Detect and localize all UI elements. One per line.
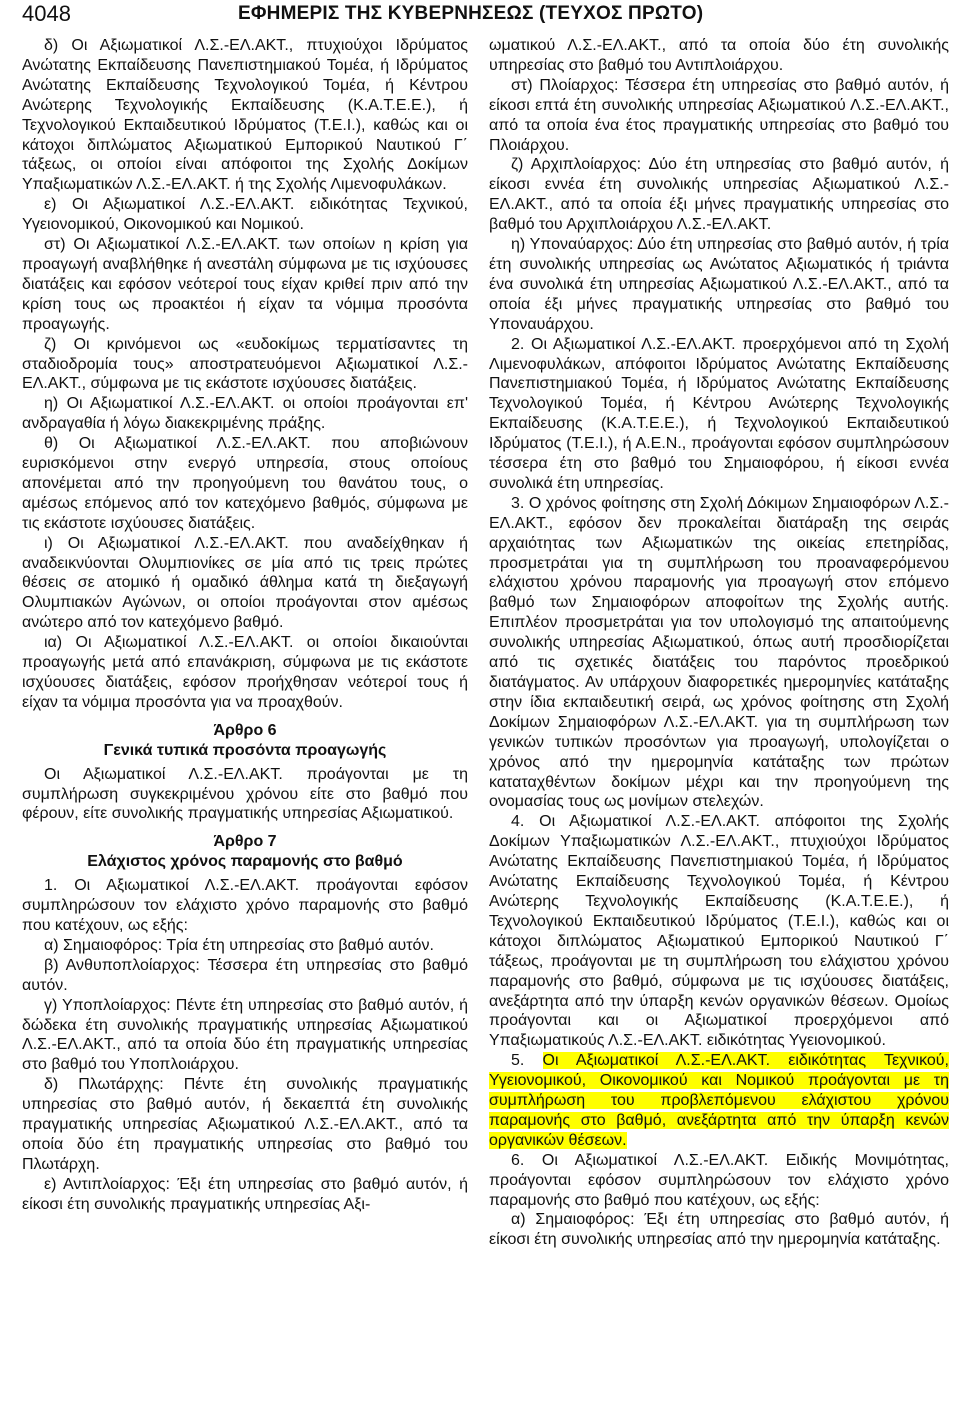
- right-column: [489, 36, 949, 1250]
- paragraph-st: στ) Οι Αξιωματικοί Λ.Σ.-ΕΛ.ΑΚΤ. των οποίων η κρίση για προαγωγή αναβλήθηκε ή ανεστάλη σύμφωνα με τις ισχύουσες διατάξεις και εφόσον νεότεροί τους είχαν κριθεί πριν από την κρίση τους ως προακτέοι ή είχαν τα νόμιμα προσόντα προαγωγής.: [22, 236, 468, 333]
- paragraph-d: δ) Οι Αξιωματικοί Λ.Σ.-ΕΛ.ΑΚΤ., πτυχιούχοι Ιδρύματος Ανώτατης Εκπαίδευσης Πανεπιστημιακού Τομέα, ή Ιδρύματος Ανώτατης Εκπαίδευσης Τεχνολογικού Τομέα, ή Κέντρου Ανώτερης Τεχνολογικής Εκπαίδευσης (Κ.Α.Τ.Ε.Ε.), ή Τεχνολογικού Εκπαιδευτικού Ιδρύματος (Τ.Ε.Ι.), καθώς και οι κάτοχοι διπλώματος Αξιωματικού Εμπορικού Ναυτικού Γ΄ τάξεως, οι οποίοι είναι απόφοιτοι της Σχολής Δοκίμων Υπαξιωματικών Λ.Σ.-ΕΛ.ΑΚΤ. ή της Σχολής Λιμενοφυλάκων.: [22, 37, 468, 194]
- article-7-item-c: γ) Υποπλοίαρχος: Πέντε έτη υπηρεσίας στο βαθμό αυτόν, ή δώδεκα έτη συνολικής πραγματικής υπηρεσίας Αξιωματικού Λ.Σ.-ΕΛ.ΑΚΤ., από τα οποία δύο έτη πραγματικής υπηρεσίας στο βαθμό του Υποπλοιάρχου.: [22, 996, 468, 1074]
- article-7-item-d: δ) Πλωτάρχης: Πέντε έτη συνολικής πραγματικής υπηρεσίας στο βαθμό αυτόν, ή δεκαεπτά έτη συνολικής πραγματικής υπηρεσίας Αξιωματικού Λ.Σ.-ΕΛ.ΑΚΤ., από τα οποία δύο έτη πραγματικής υπηρεσίας στο βαθμό του Πλωτάρχη.: [22, 1076, 468, 1173]
- paragraph-ia: ια) Οι Αξιωματικοί Λ.Σ.-ΕΛ.ΑΚΤ. οι οποίοι δικαιούνται προαγωγής μετά από επανάκριση, σύμφωνα με τις εκάστοτε ισχύουσες διατάξεις, εφόσον προήχθησαν νεότεροί τους ή είχαν τα νόμιμα προσόντα για να προαχθούν.: [22, 634, 468, 711]
- article-7-title: Άρθρο 7: [213, 833, 277, 851]
- article-7-item-a: α) Σημαιοφόρος: Τρία έτη υπηρεσίας στο βαθμό αυτόν.: [44, 936, 434, 954]
- continued-paragraph: ωματικού Λ.Σ.-ΕΛ.ΑΚΤ., από τα οποία δύο έτη συνολικής υπηρεσίας στο βαθμό του Αντιπλοιάρχου.: [489, 37, 949, 74]
- article-6-title: Άρθρο 6: [213, 721, 277, 739]
- paragraph-e: ε) Οι Αξιωματικοί Λ.Σ.-ΕΛ.ΑΚΤ. ειδικότητας Τεχνικού, Υγειονομικού, Οικονομικού και Νομικού.: [22, 196, 468, 234]
- left-column: [22, 36, 468, 1215]
- article-7-para-5: [489, 1051, 949, 1151]
- article-7-item-e: ε) Αντιπλοίαρχος: Έξι έτη υπηρεσίας στο βαθμό αυτόν, ή είκοσι έτη συνολικής πραγματικής υπηρεσίας Αξι-: [22, 1175, 468, 1213]
- article-7-para-3: 3. Ο χρόνος φοίτησης στη Σχολή Δόκιμων Σημαιοφόρων Λ.Σ.-ΕΛ.ΑΚΤ., εφόσον δεν προκαλείται διατάραξη της σειράς αρχαιότητας των Αξιωματικών της οικείας επετηρίδας, προσμετράται για τη συμπλήρωση του προαναφερόμενου ελάχιστου χρόνου παραμονής για προαγωγή στον επόμενο βαθμό των Σημαιοφόρων αποφοίτων της Σχολής αυτής. Επιπλέον προσμετράται για τον υπολογισμό της απαιτούμενης συνολικής υπηρεσίας Αξιωματικού, όπως αυτή προσδιορίζεται από τις σχετικές διατάξεις του παρόντος προεδρικού διατάγματος. Αν υπάρχουν διαφορετικές ημερομηνίες κατάταξης στην ίδια εκπαιδευτική σειρά, ως χρόνος φοίτησης στη Σχολή Δοκίμων Σημαιοφόρων Λ.Σ.-ΕΛ.ΑΚΤ. για τη συμπλήρωση των γενικών τυπικών προσόντων για προαγωγή, υπολογίζεται ο χρόνος από την ημερομηνία κατάταξης των πρώτων καταταχθέντων δοκίμων μέχρι και την προηγούμενη της ονομασίας τους ως μονίμων στελεχών.: [489, 494, 949, 811]
- paragraph-th: θ) Οι Αξιωματικοί Λ.Σ.-ΕΛ.ΑΚΤ. που αποβιώνουν ευρισκόμενοι στην ενεργό υπηρεσία, στους οποίους απονέμεται από την προηγούμενη του θανάτου τους, ο αμέσως επόμενος από τον κατεχόμενο βαθμός, σύμφωνα με τις εκάστοτε ισχύουσες διατάξεις.: [22, 435, 468, 532]
- article-7-item-b: β) Ανθυποπλοίαρχος: Τέσσερα έτη υπηρεσίας στο βαθμό αυτόν.: [22, 956, 468, 994]
- article-7-para-4: 4. Οι Αξιωματικοί Λ.Σ.-ΕΛ.ΑΚΤ. απόφοιτοι της Σχολής Δοκίμων Υπαξιωματικών Λ.Σ.-ΕΛ.ΑΚΤ., πτυχιούχοι Ιδρύματος Ανώτατης Εκπαίδευσης Πανεπιστημιακού Τομέα, ή Ιδρύματος Ανώτατης Εκπαίδευσης Τεχνολογικού Τομέα, ή Κέντρου Ανώτερης Τεχνολογικής Εκπαίδευσης (Κ.Α.Τ.Ε.Ε.), ή Τεχνολογικού Εκπαιδευτικού Ιδρύματος (Τ.Ε.Ι.), καθώς και οι κάτοχοι διπλώματος Αξιωματικού Εμπορικού Ναυτικού Γ΄ τάξεως, προάγονται με τη συμπλήρωση του ελάχιστου χρόνου παραμονής στο βαθμό, σύμφωνα με τις ισχύουσες διατάξεις, ανεξάρτητα από την ύπαρξη κενών οργανικών θέσεων. Ομοίως προάγονται και οι Αξιωματικοί προερχόμενοι από Υπαξιωματικούς Λ.Σ.-ΕΛ.ΑΚΤ. ειδικότητας Υγειονομικού.: [489, 813, 949, 1050]
- article-7-item-z: ζ) Αρχιπλοίαρχος: Δύο έτη υπηρεσίας στο βαθμό αυτόν, ή είκοσι εννέα έτη συνολικής υπηρεσίας Αξιωματικού Λ.Σ.-ΕΛ.ΑΚΤ., από τα οποία έξι μήνες πραγματικής υπηρεσίας στο βαθμό του Αρχιπλοιάρχου Λ.Σ.-ΕΛ.ΑΚΤ.: [489, 156, 949, 234]
- gazette-title: ΕΦΗΜΕΡΙΣ ΤΗΣ ΚΥΒΕΡΝΗΣΕΩΣ (ΤΕΥΧΟΣ ΠΡΩΤΟ): [238, 3, 704, 24]
- page-header: [0, 0, 960, 28]
- article-7-subtitle: Ελάχιστος χρόνος παραμονής στο βαθμό: [87, 853, 403, 871]
- article-7-para-6-item-a: α) Σημαιοφόρος: Έξι έτη υπηρεσίας στο βαθμό αυτόν, ή είκοσι έτη συνολικής υπηρεσίας από την ημερομηνία κατάταξης.: [489, 1211, 949, 1249]
- article-6-body: Οι Αξιωματικοί Λ.Σ.-ΕΛ.ΑΚΤ. προάγονται με τη συμπλήρωση συγκεκριμένου χρόνου είτε στο βαθμό που φέρουν, είτε συνολικής πραγματικής υπηρεσίας Αξιωματικού.: [22, 765, 468, 823]
- para-5-number: 5.: [511, 1052, 525, 1070]
- article-7-item-st: στ) Πλοίαρχος: Τέσσερα έτη υπηρεσίας στο βαθμό αυτόν, ή είκοσι επτά έτη συνολικής υπηρεσίας Αξιωματικού Λ.Σ.-ΕΛ.ΑΚΤ., από τα οποία ένα έτος πραγματικής υπηρεσίας στο βαθμό του Πλοιάρχου.: [489, 76, 949, 154]
- highlighted-text: Οι Αξιωματικοί Λ.Σ.-ΕΛ.ΑΚΤ. ειδικότητας Τεχνικού, Υγειονομικού, Οικονομικού και Νομικού προάγονται με τη συμπλήρωση του προβλεπόμενου ελάχιστου χρόνου παραμονής στο βαθμό, ανεξάρτητα από την ύπαρξη κενών οργανικών θέσεων.: [489, 1052, 949, 1149]
- article-7-item-i: η) Υποναύαρχος: Δύο έτη υπηρεσίας στο βαθμό αυτόν, ή τρία έτη συνολικής υπηρεσίας ως Ανώτατος Αξιωματικός ή τριάντα ένα συνολικά έτη υπηρεσίας Αξιωματικού Λ.Σ.-ΕΛ.ΑΚΤ., από τα οποία έξι μήνες πραγματικής υπηρεσίας στο βαθμό του Υποναυάρχου.: [489, 236, 949, 333]
- article-7-para-2: 2. Οι Αξιωματικοί Λ.Σ.-ΕΛ.ΑΚΤ. προερχόμενοι από τη Σχολή Λιμενοφυλάκων, απόφοιτοι Ιδρύματος Ανώτατης Εκπαίδευσης Πανεπιστημιακού Τομέα, ή Ιδρύματος Ανώτατης Εκπαίδευσης Τεχνολογικού Τομέα, ή Κέντρου Ανώτερης Τεχνολογικής Εκπαίδευσης (Κ.Α.Τ.Ε.Ε.), ή Τεχνολογικού Εκπαιδευτικού Ιδρύματος (Τ.Ε.Ι.), ή Α.Ε.Ν., προάγονται εφόσον συμπληρώσουν τέσσερα έτη στο βαθμό του Σημαιοφόρου, ή είκοσι εννέα συνολικά έτη υπηρεσίας.: [489, 335, 949, 492]
- article-6-subtitle: Γενικά τυπικά προσόντα προαγωγής: [103, 741, 387, 759]
- paragraph-i: η) Οι Αξιωματικοί Λ.Σ.-ΕΛ.ΑΚΤ. οι οποίοι προάγονται επ' ανδραγαθία ή λόγω διακεκριμένης πράξης.: [22, 395, 468, 433]
- article-7-para-6: 6. Οι Αξιωματικοί Λ.Σ.-ΕΛ.ΑΚΤ. Ειδικής Μονιμότητας, προάγονται εφόσον συμπληρώσουν τον ελάχιστο χρόνο παραμονής στο βαθμό που κατέχουν, ως εξής:: [489, 1151, 949, 1209]
- paragraph-z: ζ) Οι κρινόμενοι ως «ευδοκίμως τερματίσαντες τη σταδιοδρομία τους» αποστρατευόμενοι Αξιωματικοί Λ.Σ.-ΕΛ.ΑΚΤ., σύμφωνα με τις εκάστοτε ισχύουσες διατάξεις.: [22, 335, 468, 393]
- page-number: 4048: [22, 1, 71, 26]
- article-7-para-1: 1. Οι Αξιωματικοί Λ.Σ.-ΕΛ.ΑΚΤ. προάγονται εφόσον συμπληρώσουν τον ελάχιστο χρόνο παραμονής στο βαθμό που κατέχουν, ως εξής:: [22, 877, 468, 934]
- paragraph-iota: ι) Οι Αξιωματικοί Λ.Σ.-ΕΛ.ΑΚΤ. που αναδείχθηκαν ή αναδεικνύονται Ολυμπιονίκες σε μία από τις τρεις πρώτες θέσεις σε ατομικό ή ομαδικό άθλημα κατά τη διεξαγωγή Ολυμπιακών Αγώνων, οι οποίοι προάγονται στον αμέσως ανώτερο από τον κατεχόμενο βαθμό.: [22, 534, 468, 632]
